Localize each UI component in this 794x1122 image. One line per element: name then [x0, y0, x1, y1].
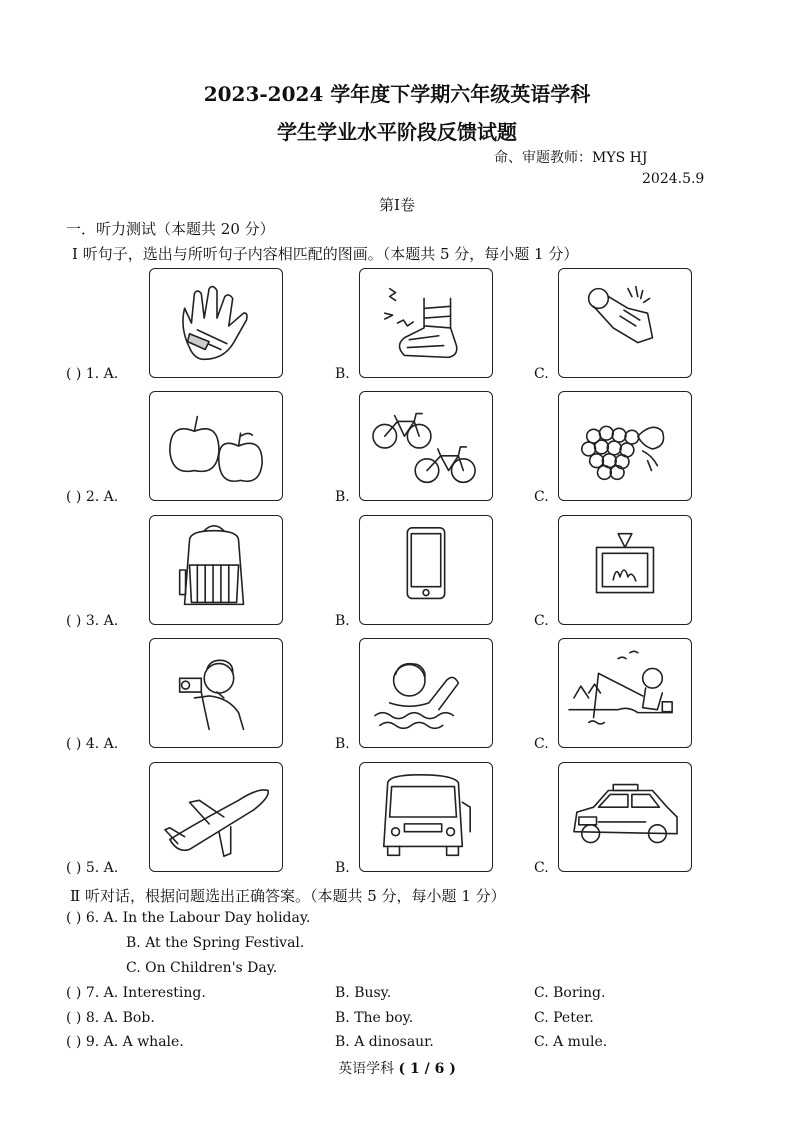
question-3-picture-b [359, 515, 493, 625]
bicycles-icon [360, 392, 492, 500]
bandaged-foot-icon [360, 269, 492, 377]
q8-option-b: B. The boy. [335, 1010, 414, 1026]
q8-option-c: C. Peter. [534, 1010, 594, 1026]
footer-subject: 英语学科 [338, 1061, 395, 1077]
question-3-picture-a [149, 515, 283, 625]
injured-hand-icon [150, 269, 282, 377]
taxi-icon [559, 763, 691, 871]
q7-option-c: C. Boring. [534, 985, 606, 1001]
page-footer [0, 1058, 794, 1078]
question-4-option-c-letter: C. [534, 736, 549, 752]
question-5-label: ( ) 5. A. [66, 860, 119, 876]
question-5-option-c-letter: C. [534, 860, 549, 876]
question-4-option-b-letter: B. [335, 736, 350, 752]
question-3-label: ( ) 3. A. [66, 613, 119, 629]
part1-heading: Ⅰ 听句子，选出与所听句子内容相匹配的图画。（本题共 5 分，每小题 1 分） [72, 245, 579, 263]
question-4-picture-b [359, 638, 493, 748]
bus-icon [360, 763, 492, 871]
question-1-option-c-letter: C. [534, 366, 549, 382]
backpack-icon [150, 516, 282, 624]
picture-frame-icon [559, 516, 691, 624]
exam-title-line2: 学生学业水平阶段反馈试题 [277, 120, 517, 144]
grapes-icon [559, 392, 691, 500]
q7-option-b: B. Busy. [335, 985, 392, 1001]
apples-icon [150, 392, 282, 500]
question-2-picture-a [149, 391, 283, 501]
q9-option-b: B. A dinosaur. [335, 1034, 434, 1050]
part2-heading: Ⅱ 听对话，根据问题选出正确答案。（本题共 5 分，每小题 1 分） [70, 887, 506, 905]
boy-swimming-icon [360, 639, 492, 747]
question-3-option-b-letter: B. [335, 613, 350, 629]
boy-fishing-icon [559, 639, 691, 747]
airplane-icon [150, 763, 282, 871]
q6-option-a: ( ) 6. A. In the Labour Day holiday. [66, 910, 311, 926]
volume-label: 第Ⅰ卷 [379, 196, 415, 214]
question-1-picture-a [149, 268, 283, 378]
q9-option-c: C. A mule. [534, 1034, 608, 1050]
question-5-picture-c [558, 762, 692, 872]
question-2-picture-b [359, 391, 493, 501]
section1-heading: 一．听力测试（本题共 20 分） [66, 220, 275, 238]
man-with-camera-icon [150, 639, 282, 747]
question-2-picture-c [558, 391, 692, 501]
question-1-option-b-letter: B. [335, 366, 350, 382]
q6-option-b: B. At the Spring Festival. [126, 935, 305, 951]
question-5-picture-b [359, 762, 493, 872]
question-1-label: ( ) 1. A. [66, 366, 119, 382]
teacher-names: 命、审题教师：MYS HJ [494, 150, 648, 166]
question-3-picture-c [558, 515, 692, 625]
question-1-picture-b [359, 268, 493, 378]
hurt-arm-icon [559, 269, 691, 377]
question-5-option-b-letter: B. [335, 860, 350, 876]
question-3-option-c-letter: C. [534, 613, 549, 629]
footer-page-number: ( 1 / 6 ) [398, 1061, 456, 1077]
question-4-picture-c [558, 638, 692, 748]
question-4-label: ( ) 4. A. [66, 736, 119, 752]
question-2-option-c-letter: C. [534, 489, 549, 505]
exam-title-line1: 2023-2024 学年度下学期六年级英语学科 [203, 82, 591, 106]
q7-option-a: ( ) 7. A. Interesting. [66, 985, 206, 1001]
question-2-label: ( ) 2. A. [66, 489, 119, 505]
q8-option-a: ( ) 8. A. Bob. [66, 1010, 155, 1026]
question-4-picture-a [149, 638, 283, 748]
question-5-picture-a [149, 762, 283, 872]
q6-option-c: C. On Children's Day. [126, 960, 278, 976]
q9-option-a: ( ) 9. A. A whale. [66, 1034, 184, 1050]
question-2-option-b-letter: B. [335, 489, 350, 505]
question-1-picture-c [558, 268, 692, 378]
exam-date: 2024.5.9 [642, 171, 705, 187]
mobile-phone-icon [360, 516, 492, 624]
